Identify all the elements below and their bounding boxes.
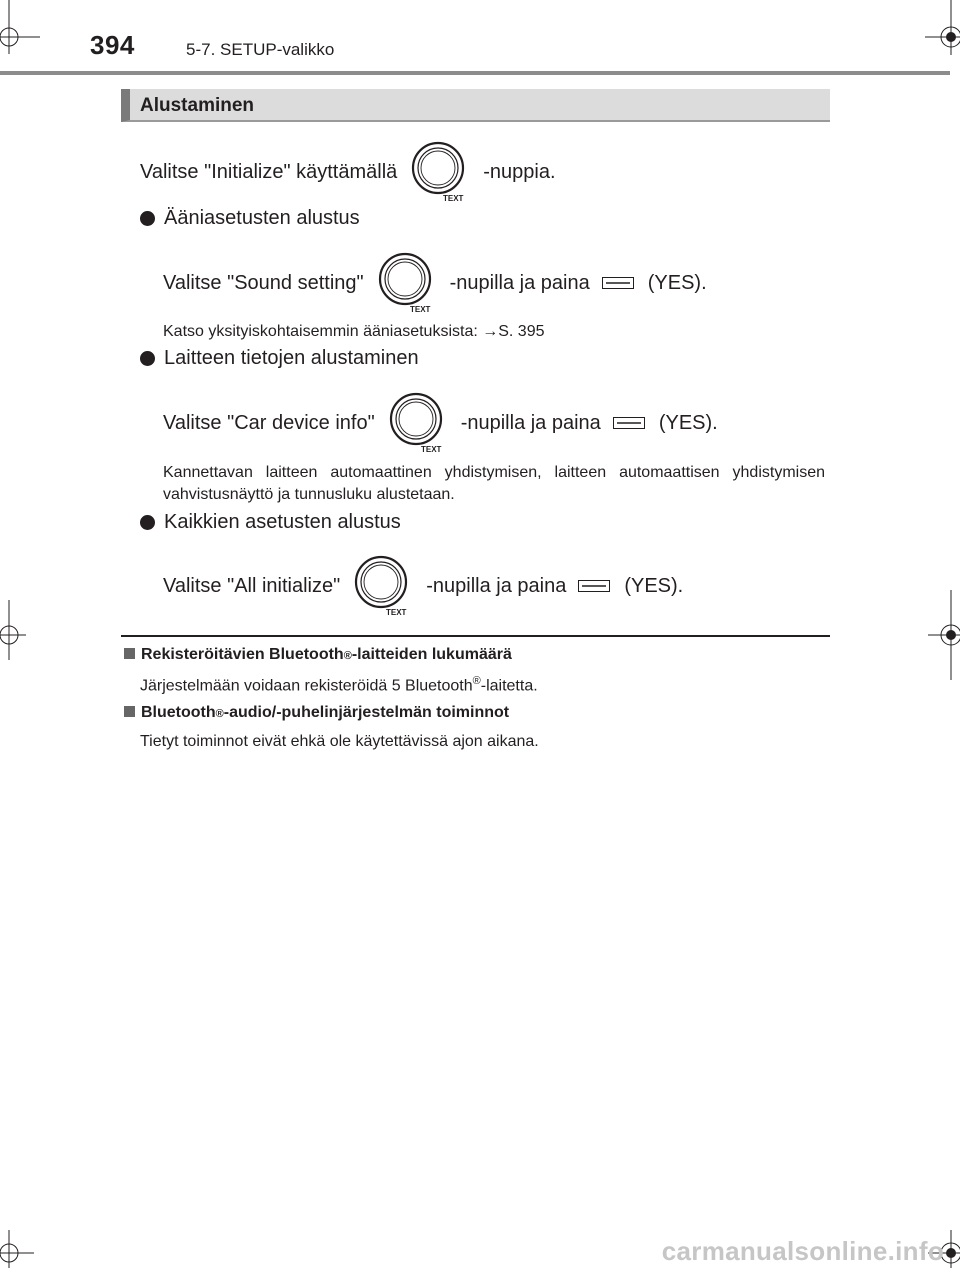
item-heading: Ääniasetusten alustus <box>164 207 360 229</box>
note-heading-text: -laitteiden lukumäärä <box>351 646 512 663</box>
section-reference: 5-7. SETUP-valikko <box>186 40 335 59</box>
intro-text-before: Valitse "Initialize" käyttämällä <box>140 160 398 183</box>
item-instruction <box>163 252 707 314</box>
list-item-sound-reset <box>140 207 360 230</box>
instruction-text: -nupilla ja paina <box>460 411 601 434</box>
note-body-text: -laitetta. <box>480 677 538 695</box>
knob-label: TEXT <box>420 445 442 454</box>
yes-button-icon <box>578 580 610 592</box>
instruction-text: Valitse "Car device info" <box>163 411 375 434</box>
notes-divider <box>121 635 830 637</box>
registered-mark: ® <box>472 675 481 687</box>
tune-knob-icon <box>352 555 414 617</box>
instruction-text: (YES). <box>658 411 718 434</box>
knob-label: TEXT <box>409 305 431 314</box>
bullet-icon <box>140 515 155 530</box>
header-rule <box>0 71 950 75</box>
tune-knob-icon <box>387 392 449 454</box>
note-heading-text: Bluetooth <box>141 704 216 721</box>
item-instruction <box>163 392 718 454</box>
bullet-icon <box>140 351 155 366</box>
intro-instruction <box>140 141 556 203</box>
intro-text-after: -nuppia. <box>483 160 556 183</box>
registered-mark: ® <box>215 708 224 720</box>
instruction-text: -nupilla ja paina <box>426 574 567 597</box>
list-item-device-info-reset <box>140 347 419 370</box>
yes-button-icon <box>602 277 634 289</box>
item-note: Kannettavan laitteen automaattinen yhdistymisen, laitteen automaattisen yhdistymisen vahvistusnäyttö ja tunnusluku alustetaan. <box>163 464 825 503</box>
note-heading <box>124 704 509 722</box>
item-heading: Kaikkien asetusten alustus <box>164 511 401 533</box>
item-heading: Laitteen tietojen alustaminen <box>164 347 419 369</box>
registered-mark: ® <box>343 650 352 662</box>
square-bullet-icon <box>124 706 135 717</box>
instruction-text: Valitse "All initialize" <box>163 574 341 597</box>
section-title: Alustaminen <box>140 95 255 116</box>
item-note: Katso yksityiskohtaisemmin ääniasetuksista: →S. 395 <box>163 323 545 340</box>
yes-button-icon <box>613 417 645 429</box>
knob-label: TEXT <box>386 608 407 617</box>
tune-knob-icon <box>376 252 438 314</box>
tune-knob-icon <box>409 141 471 203</box>
note-heading-text: Rekisteröitävien Bluetooth <box>141 646 344 663</box>
instruction-text: -nupilla ja paina <box>449 271 590 294</box>
bullet-icon <box>140 211 155 226</box>
watermark: carmanualsonline.info <box>661 1236 944 1266</box>
note-heading <box>124 646 512 664</box>
page-number: 394 <box>90 30 135 60</box>
note-body <box>140 675 538 695</box>
list-item-all-reset <box>140 511 401 534</box>
instruction-text: (YES). <box>624 574 684 597</box>
instruction-text: Valitse "Sound setting" <box>163 271 364 294</box>
item-instruction <box>163 555 683 617</box>
note-body-text: Järjestelmään voidaan rekisteröidä 5 Bluetooth <box>140 677 473 695</box>
knob-label: TEXT <box>443 194 464 203</box>
instruction-text: (YES). <box>647 271 707 294</box>
square-bullet-icon <box>124 648 135 659</box>
note-body: Tietyt toiminnot eivät ehkä ole käytettävissä ajon aikana. <box>140 733 539 750</box>
note-heading-text: -audio/-puhelinjärjestelmän toiminnot <box>223 704 510 721</box>
